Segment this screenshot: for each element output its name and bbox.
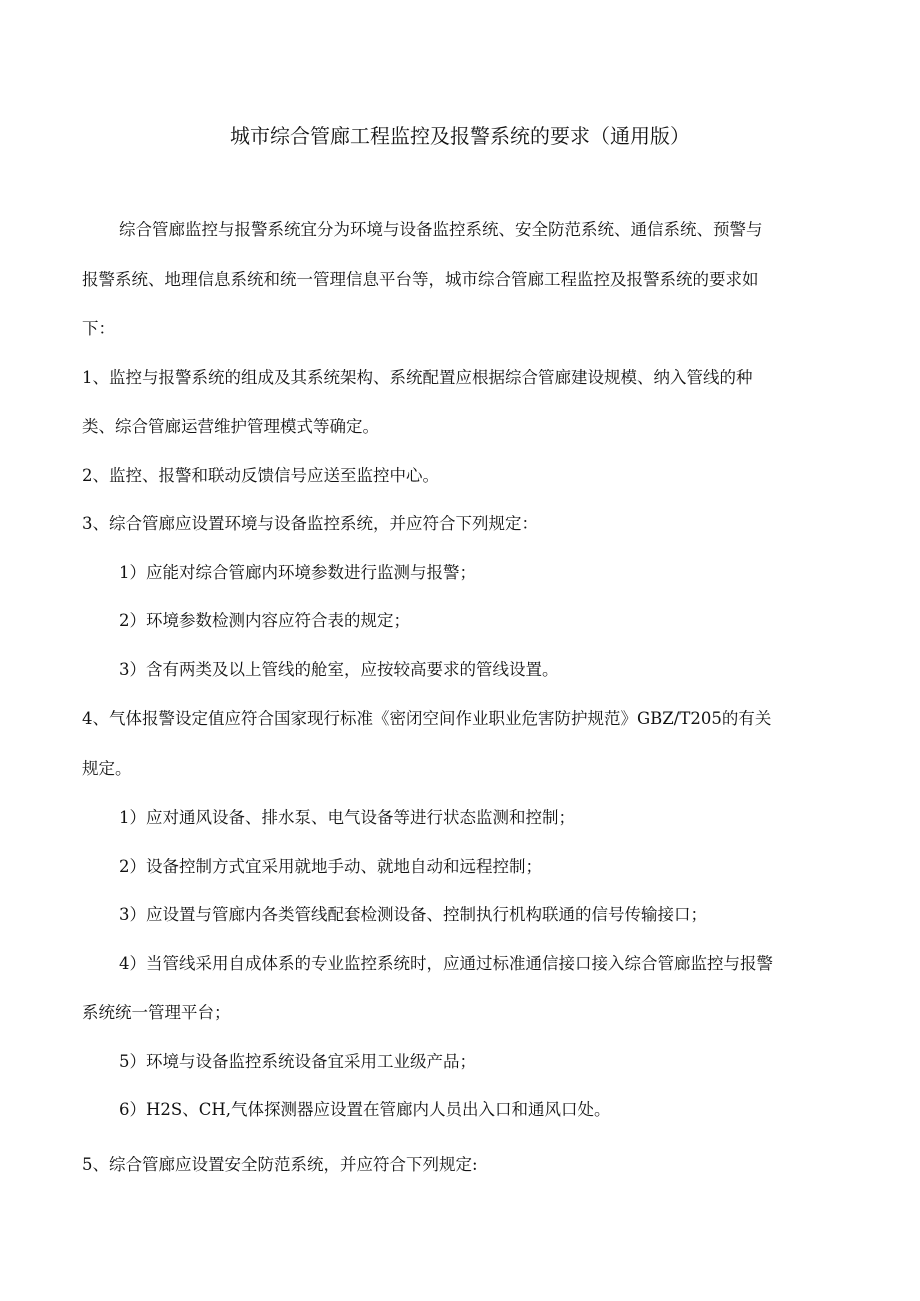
item-3-sub-1: 1）应能对综合管廊内环境参数进行监测与报警； (119, 563, 476, 582)
item-2: 2、监控、报警和联动反馈信号应送至监控中心。 (82, 466, 439, 485)
item-4-sub-3: 3）应设置与管廊内各类管线配套检测设备、控制执行机构联通的信号传输接口； (119, 905, 707, 924)
item-3-sub-2: 2）环境参数检测内容应符合表的规定； (119, 611, 410, 630)
intro-line-3: 下： (82, 319, 115, 338)
intro-line-2: 报警系统、地理信息系统和统一管理信息平台等，城市综合管廊工程监控及报警系统的要求如 (82, 270, 759, 289)
item-4-sub-1: 1）应对通风设备、排水泵、电气设备等进行状态监测和控制； (119, 808, 575, 827)
item-4-sub-4-line-2: 系统统一管理平台； (82, 1003, 231, 1022)
item-3: 3、综合管廊应设置环境与设备监控系统，并应符合下列规定： (82, 514, 538, 533)
document-title: 城市综合管廊工程监控及报警系统的要求（通用版） (230, 124, 690, 148)
item-4-sub-6: 6）H2S、CH,气体探测器应设置在管廊内人员出入口和通风口处。 (119, 1100, 611, 1119)
item-3-sub-3: 3）含有两类及以上管线的舱室，应按较高要求的管线设置。 (119, 660, 559, 679)
item-4-sub-4-line-1: 4）当管线采用自成体系的专业监控系统时，应通过标准通信接口接入综合管廊监控与报警 (119, 954, 773, 973)
item-1-line-1: 1、监控与报警系统的组成及其系统架构、系统配置应根据综合管廊建设规模、纳入管线的种 (82, 368, 753, 387)
item-4-line-1: 4、气体报警设定值应符合国家现行标准《密闭空间作业职业危害防护规范》GBZ/T205的有关 (82, 709, 772, 728)
item-5: 5、综合管廊应设置安全防范系统，并应符合下列规定: (82, 1155, 478, 1174)
intro-line-1: 综合管廊监控与报警系统宜分为环境与设备监控系统、安全防范系统、通信系统、预警与 (119, 220, 763, 239)
item-4-line-2: 规定。 (82, 759, 132, 778)
item-1-line-2: 类、综合管廊运营维护管理模式等确定。 (82, 417, 379, 436)
item-4-sub-5: 5）环境与设备监控系统设备宜采用工业级产品； (119, 1052, 476, 1071)
item-4-sub-2: 2）设备控制方式宜采用就地手动、就地自动和远程控制； (119, 857, 542, 876)
